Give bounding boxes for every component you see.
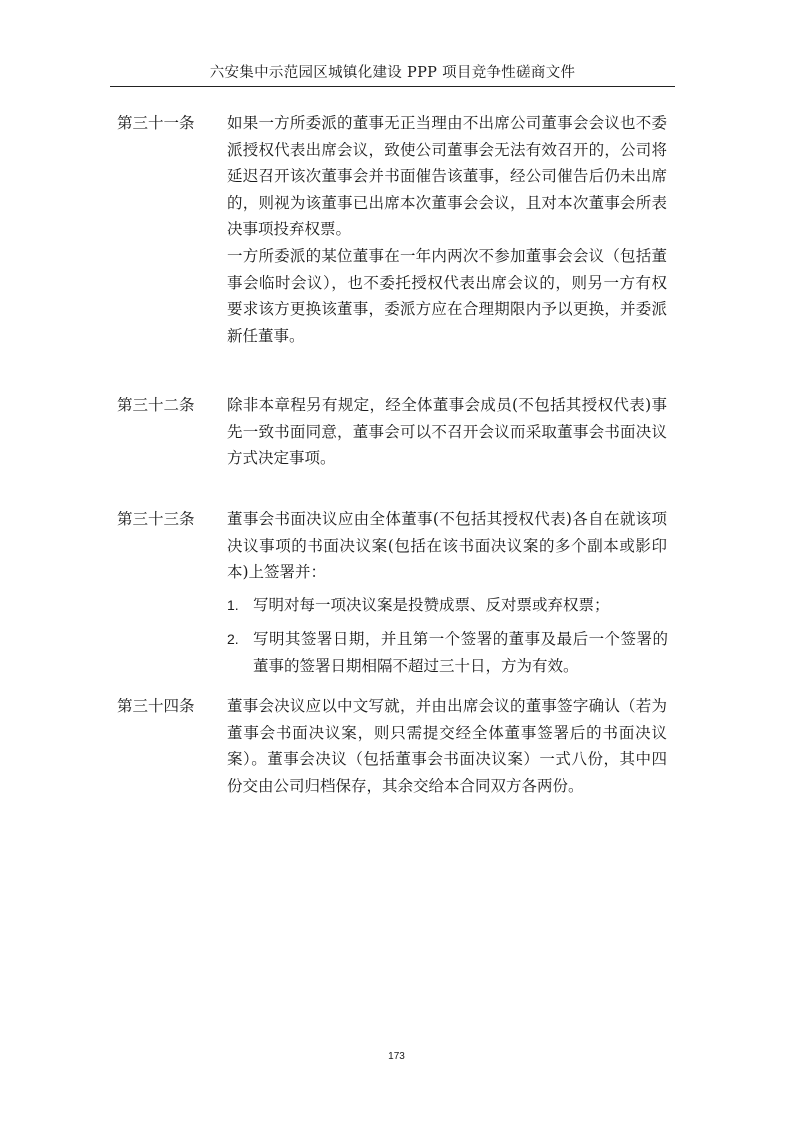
list-item-number: 2.: [227, 631, 239, 647]
list-item-text: 写明对每一项决议案是投赞成票、反对票或弃权票；: [253, 596, 610, 614]
article-paragraph: 除非本章程另有规定，经全体董事会成员(不包括其授权代表)事先一致书面同意，董事会可以不召开会议而采取董事会书面决议方式决定事项。: [227, 396, 667, 467]
article-number: 第三十三条: [117, 510, 195, 528]
list-item-number: 1.: [227, 597, 239, 613]
article-paragraph: 一方所委派的某位董事在一年内两次不参加董事会会议（包括董事会临时会议），也不委托授权代表出席会议的，则另一方有权要求该方更换该董事，委派方应在合理期限内予以更换，并委派新任董事。: [227, 247, 667, 345]
document-header: 六安集中示范园区城镇化建设 PPP 项目竞争性磋商文件: [209, 65, 576, 81]
list-item-text: 写明其签署日期，并且第一个签署的董事及最后一个签署的董事的签署日期相隔不超过三十日，方为有效。: [253, 630, 668, 675]
article-paragraph: 董事会决议应以中文写就，并由出席会议的董事签字确认（若为董事会书面决议案，则只需提交经全体董事签署后的书面决议案）。董事会决议（包括董事会书面决议案）一式八份，其中四份交由公司归档保存，其余交给本合同双方各两份。: [227, 697, 667, 795]
page-number: 173: [388, 1051, 405, 1062]
article-paragraph: 如果一方所委派的董事无正当理由不出席公司董事会会议也不委派授权代表出席会议，致使公司董事会无法有效召开的，公司将延迟召开该次董事会并书面催告该董事，经公司催告后仍未出席的，则视为该董事已出席本次董事会会议，且对本次董事会所表决事项投弃权票。: [227, 114, 667, 238]
article-number: 第三十四条: [117, 697, 195, 715]
article-paragraph: 董事会书面决议应由全体董事(不包括其授权代表)各自在就该项决议事项的书面决议案(包括在该书面决议案的多个副本或影印本)上签署并：: [227, 510, 667, 581]
article-number: 第三十二条: [117, 396, 195, 414]
article-number: 第三十一条: [117, 114, 195, 132]
header-divider: [110, 86, 675, 87]
